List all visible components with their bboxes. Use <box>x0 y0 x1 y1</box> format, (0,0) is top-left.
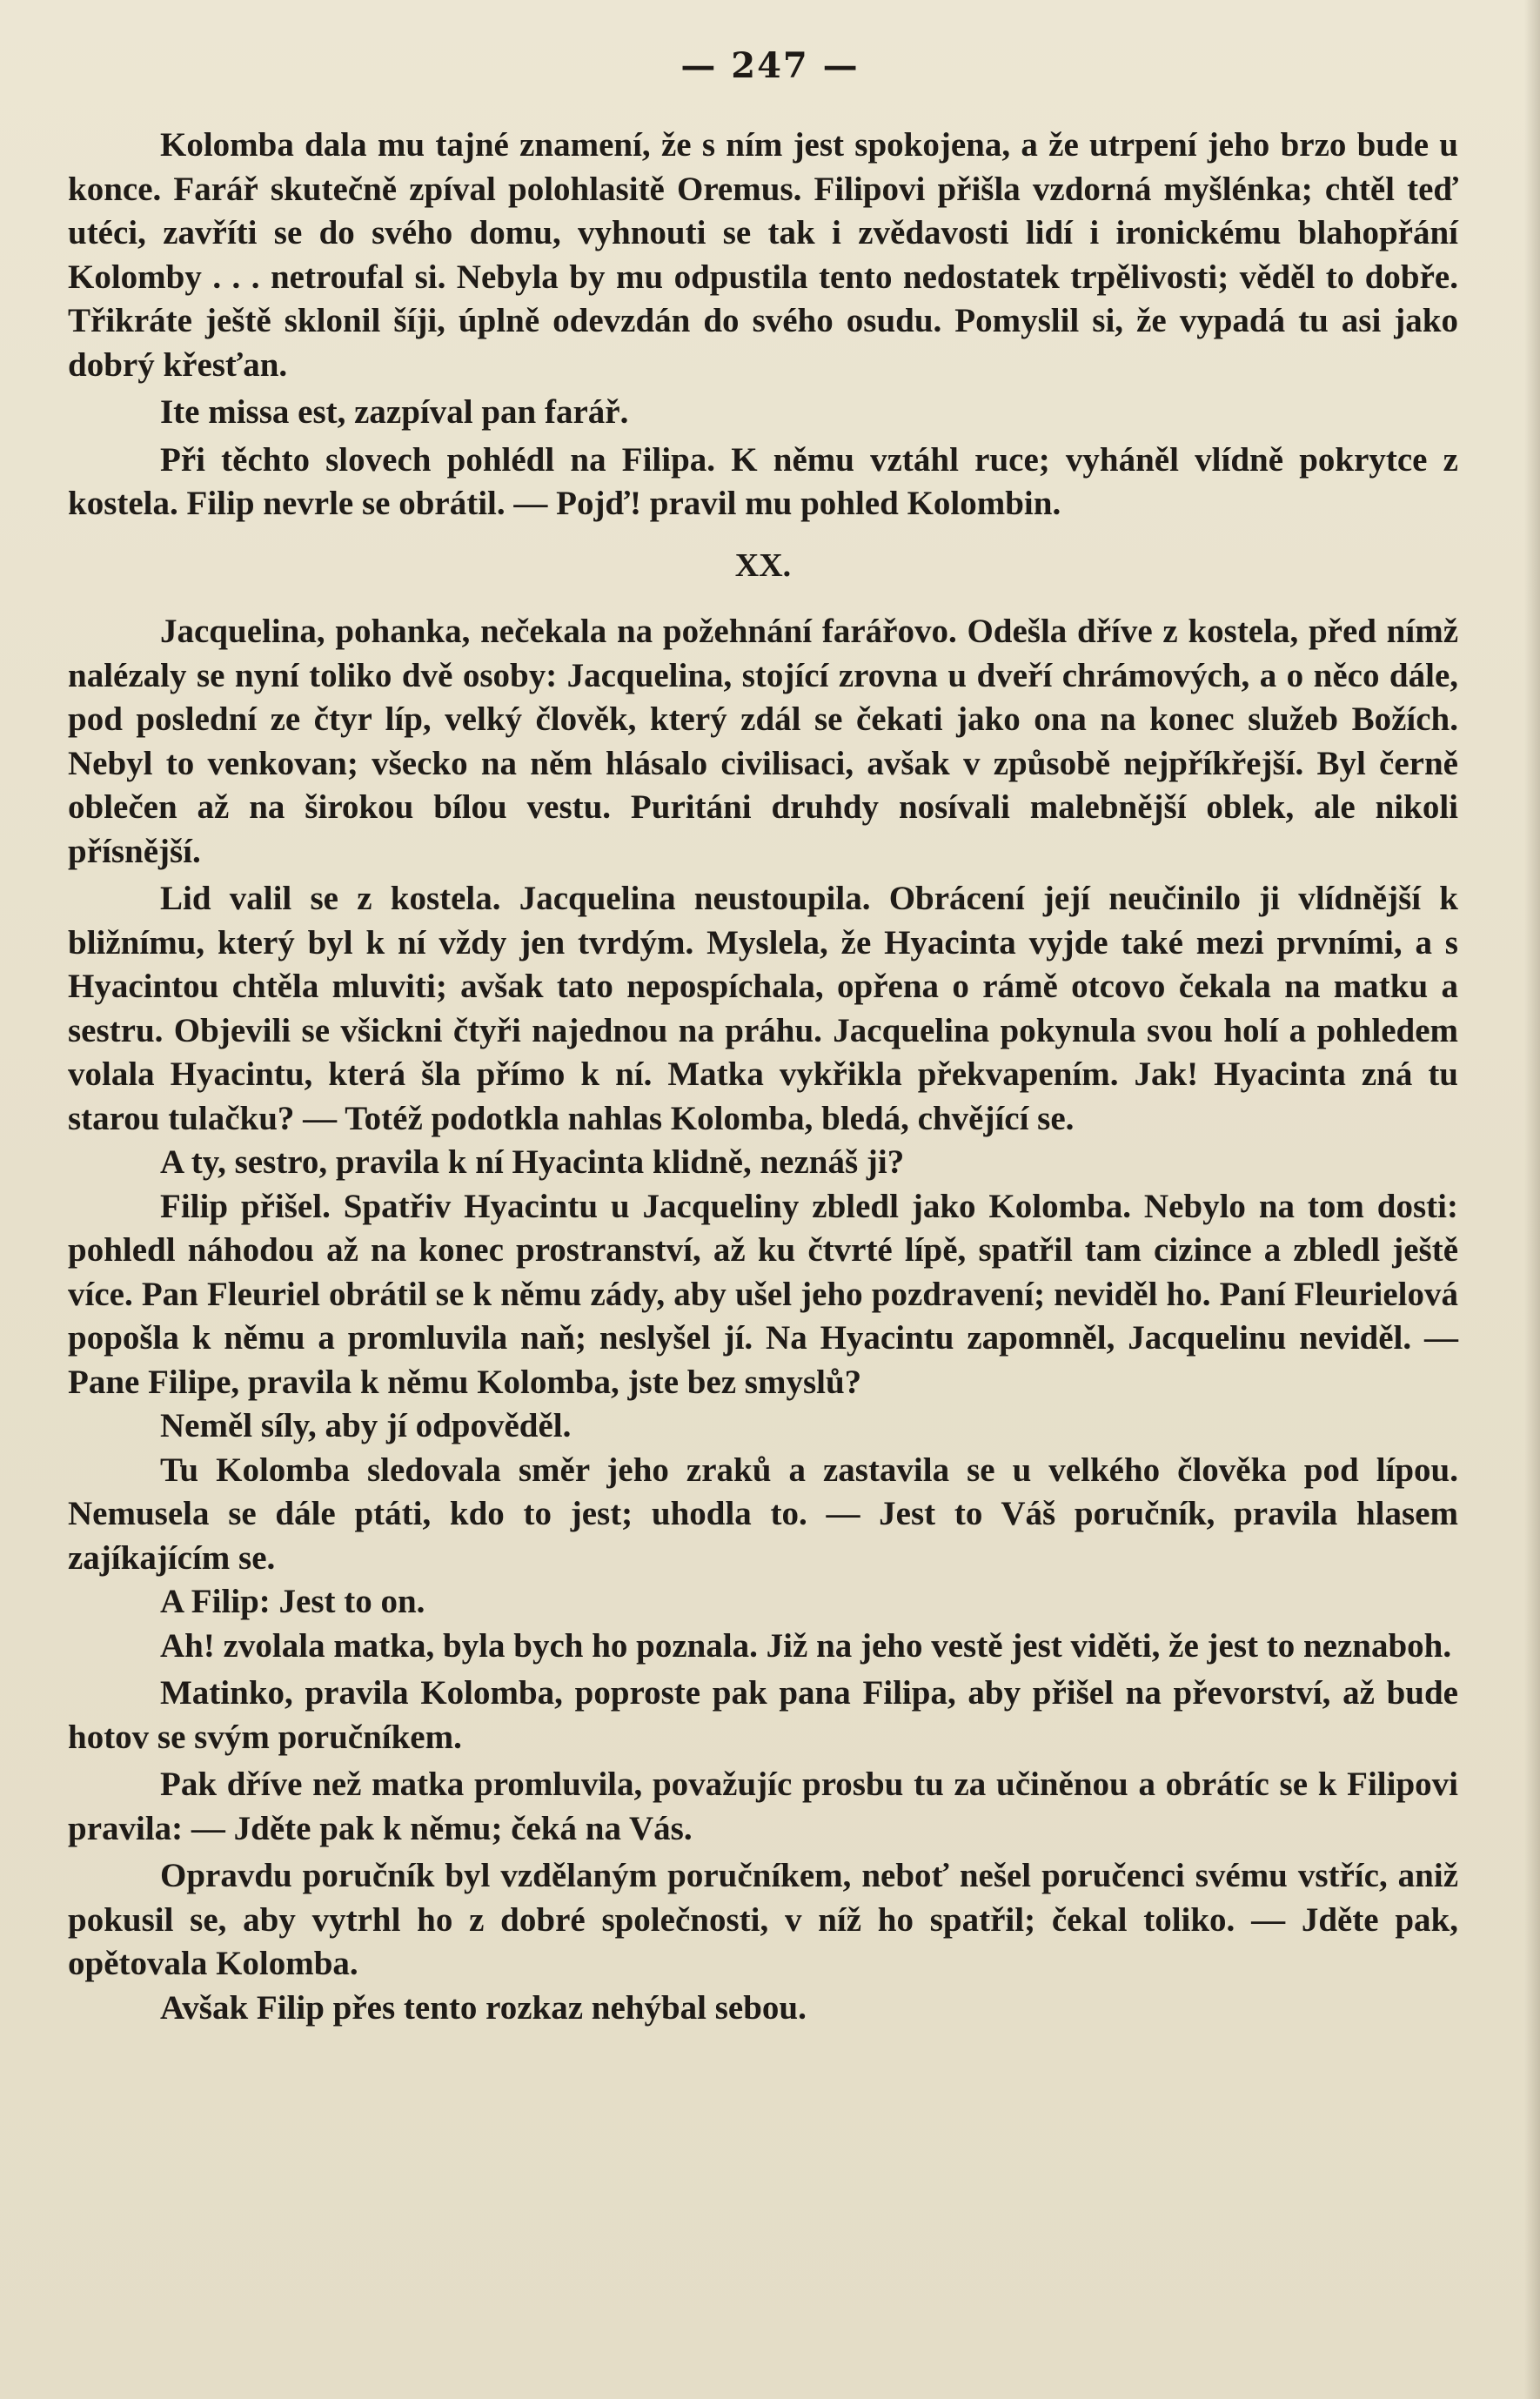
paragraph: Neměl síly, aby jí odpověděl. <box>160 1407 572 1444</box>
page-body-text <box>68 124 1458 2030</box>
paragraph: Ah! zvolala matka, byla bych ho poznala. Již na jeho vestě jest viděti, že jest to neznaboh. <box>160 1626 1452 1665</box>
paragraph: Ite missa est, zazpíval pan farář. <box>160 393 629 431</box>
paragraph: Matinko, pravila Kolomba, poproste pak pana Filipa, aby přišel na převorství, až bude hotov se svým poručníkem. <box>68 1674 1458 1756</box>
page-edge-shadow <box>1524 0 1540 2399</box>
paragraph: Opravdu poručník byl vzdělaným poručníkem, neboť nešel poručenci svému vstříc, aniž pokusil se, aby vytrhl ho z dobré společnosti, v níž ho spatřil; čekal toliko. — Jděte pak, opětovala Kolomba. <box>68 1857 1458 1982</box>
paragraph: Pak dříve než matka promluvila, považujíc prosbu tu za učiněnou a obrátíc se k Filipovi pravila: — Jděte pak k němu; čeká na Vás. <box>68 1766 1458 1847</box>
paragraph: A Filip: Jest to on. <box>160 1583 425 1620</box>
page-number: — 247 — <box>680 45 860 86</box>
paragraph: Lid valil se z kostela. Jacquelina neustoupila. Obrácení její neučinilo ji vlídnější k bližnímu, který byl k ní vždy jen tvrdým. Myslela, že Hyacinta vyjde také mezi prvními, a s Hyacintou chtěla mluviti; avšak tato nepospíchala, opřena o rámě otcovo čekala na matku a sestru. Objevili se všickni čtyři najednou na práhu. Jacquelina pokynula svou holí a pohledem volala Hyacintu, která šla přímo k ní. Matka vykřikla překvapením. Jak! Hyacinta zná tu starou tulačku? — Totéž podotkla nahlas Kolomba, bledá, chvějící se. <box>68 880 1458 1137</box>
paragraph: Kolomba dala mu tajné znamení, že s ním jest spokojena, a že utrpení jeho brzo bude u konce. Farář skutečně zpíval polohlasitě Oremus. Filipovi přišla vzdorná myšlénka; chtěl teď utéci, zavříti se do svého domu, vyhnouti se tak i zvědavosti lidí i ironickému blahopřání Kolomby . . . netroufal si. Nebyla by mu odpustila tento nedostatek trpělivosti; věděl to dobře. Třikráte ještě sklonil šíji, úplně odevzdán do svého osudu. Pomyslil si, že vypadá tu asi jako dobrý křesťan. <box>68 126 1458 384</box>
paragraph: A ty, sestro, pravila k ní Hyacinta klidně, neznáš ji? <box>160 1143 905 1181</box>
paragraph: Avšak Filip přes tento rozkaz nehýbal sebou. <box>160 1988 807 2027</box>
paragraph: Při těchto slovech pohlédl na Filipa. K němu vztáhl ruce; vyháněl vlídně pokrytce z kostela. Filip nevrle se obrátil. — Pojď! pravil mu pohled Kolombin. <box>68 440 1458 522</box>
chapter-heading: XX. <box>734 546 792 584</box>
paragraph: Tu Kolomba sledovala směr jeho zraků a zastavila se u velkého člověka pod lípou. Nemusela se dále ptáti, kdo to jest; uhodla to. — Jest to Váš poručník, pravila hlasem zajíkajícím se. <box>68 1451 1458 1577</box>
paragraph: Jacquelina, pohanka, nečekala na požehnání farářovo. Odešla dříve z kostela, před nímž nalézaly se nyní toliko dvě osoby: Jacquelina, stojící zrovna u dveří chrámových, a o něco dále, pod poslední ze čtyr líp, velký člověk, který zdál se čekati jako ona na konec služeb Božích. Nebyl to venkovan; všecko na něm hlásalo civilisaci, avšak v způsobě nejpříkřejší. Byl černě oblečen až na širokou bílou vestu. Puritáni druhdy nosívali malebnější oblek, ale nikoli přísnější. <box>68 613 1458 870</box>
paragraph: Filip přišel. Spatřiv Hyacintu u Jacqueliny zbledl jako Kolomba. Nebylo na tom dosti: pohledl náhodou až na konec prostranství, až ku čtvrté lípě, spatřil tam cizince a zbledl ještě více. Pan Fleuriel obrátil se k němu zády, aby ušel jeho pozdravení; neviděl ho. Paní Fleurielová popošla k němu a promluvila naň; neslyšel jí. Na Hyacintu zapomněl, Jacquelinu neviděl. — Pane Filipe, pravila k němu Kolomba, jste bez smyslů? <box>68 1187 1458 1401</box>
